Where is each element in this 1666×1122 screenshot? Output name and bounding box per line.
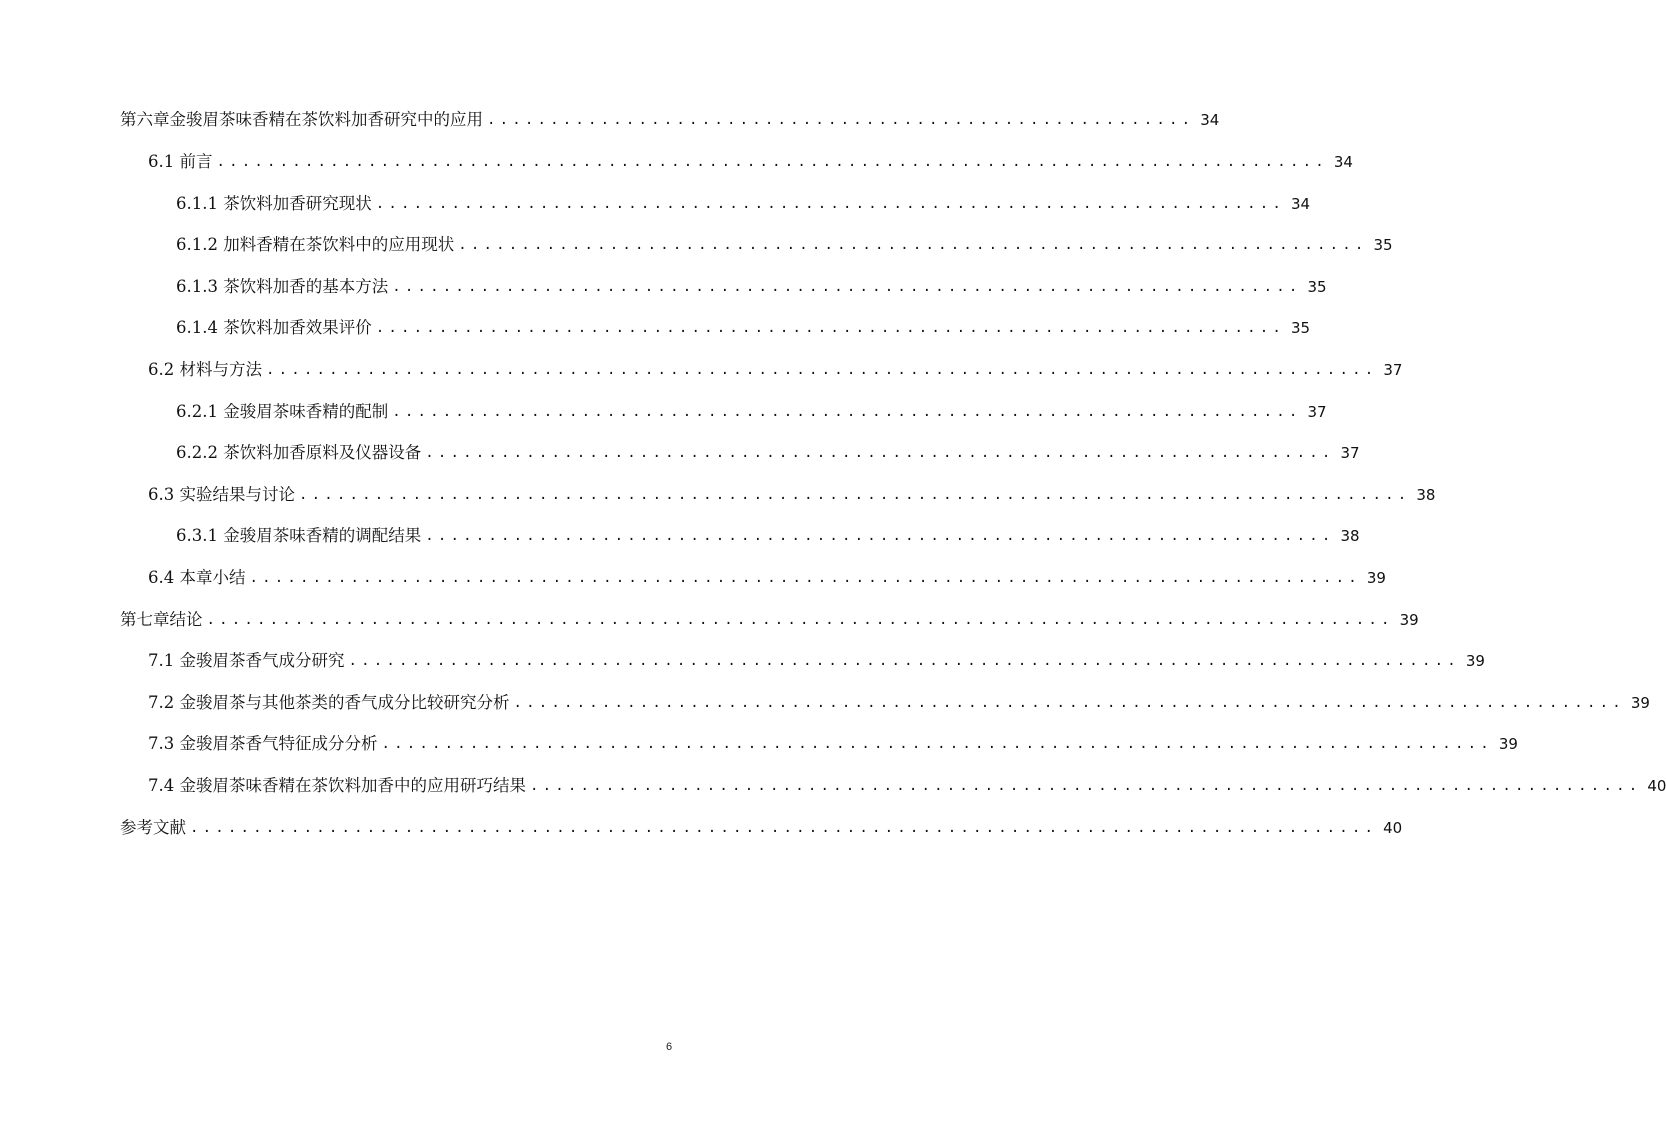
toc-entry-page: 37 bbox=[1340, 444, 1360, 462]
toc-entry[interactable] bbox=[148, 687, 1650, 713]
toc-entry[interactable] bbox=[120, 104, 1220, 130]
toc-dot-leader: ........................................................................ bbox=[375, 320, 1286, 336]
toc-dot-leader: .............................................................................................. bbox=[190, 820, 1378, 836]
toc-entry[interactable] bbox=[176, 229, 1393, 255]
toc-entry[interactable] bbox=[148, 146, 1353, 172]
toc-entry[interactable] bbox=[120, 604, 1419, 630]
toc-entry-title: 6.2 材料与方法 bbox=[148, 360, 262, 379]
toc-entry-title: 第六章金骏眉茶味香精在茶饮料加香研究中的应用 bbox=[120, 110, 483, 129]
toc-entry[interactable] bbox=[148, 728, 1518, 754]
toc-entry-title: 6.1.1 茶饮料加香研究现状 bbox=[176, 194, 372, 213]
toc-entry-title: 6.4 本章小结 bbox=[148, 568, 246, 587]
toc-entry-page: 38 bbox=[1416, 486, 1436, 504]
toc-entry[interactable] bbox=[176, 271, 1327, 297]
toc-entry[interactable] bbox=[176, 396, 1327, 422]
toc-entry[interactable] bbox=[148, 479, 1436, 505]
toc-entry-title: 参考文献 bbox=[120, 818, 186, 837]
toc-entry-title: 6.2.2 茶饮料加香原料及仪器设备 bbox=[176, 443, 422, 462]
toc-entry-title: 7.2 金骏眉茶与其他茶类的香气成分比较研究分析 bbox=[148, 693, 510, 712]
toc-dot-leader: ........................................................................ bbox=[392, 404, 1302, 420]
toc-entry-title: 第七章结论 bbox=[120, 610, 203, 629]
toc-dot-leader: ........................................................................................ bbox=[348, 653, 1460, 669]
toc-dot-leader: ........................................................................................ bbox=[299, 487, 1411, 503]
toc-dot-leader: ........................................................................................ bbox=[266, 362, 1378, 378]
toc-entry-title: 6.1.2 加料香精在茶饮料中的应用现状 bbox=[176, 235, 455, 254]
toc-dot-leader: ........................................................................................ bbox=[381, 736, 1493, 752]
toc-dot-leader: ........................................................................ bbox=[425, 445, 1335, 461]
toc-entry-page: 35 bbox=[1373, 236, 1393, 254]
toc-entry-page: 34 bbox=[1200, 111, 1220, 129]
toc-dot-leader: .............................................................................................. bbox=[206, 612, 1394, 628]
toc-entry-title: 7.3 金骏眉茶香气特征成分分析 bbox=[148, 734, 378, 753]
toc-entry[interactable] bbox=[148, 770, 1666, 796]
toc-dot-leader: ........................................................................ bbox=[425, 528, 1335, 544]
toc-dot-leader: ........................................................................ bbox=[375, 196, 1286, 212]
toc-entry-title: 6.1.3 茶饮料加香的基本方法 bbox=[176, 277, 389, 296]
toc-entry-title: 6.3.1 金骏眉茶味香精的调配结果 bbox=[176, 526, 422, 545]
toc-entry-page: 40 bbox=[1647, 777, 1666, 795]
toc-entry-page: 39 bbox=[1399, 611, 1419, 629]
toc-entry[interactable] bbox=[120, 812, 1403, 838]
toc-dot-leader: ........................................................................ bbox=[458, 237, 1368, 253]
toc-entry-title: 7.1 金骏眉茶香气成分研究 bbox=[148, 651, 345, 670]
toc-entry-page: 40 bbox=[1383, 819, 1403, 837]
toc-entry-title: 6.3 实验结果与讨论 bbox=[148, 485, 295, 504]
toc-dot-leader: ........................................................................ bbox=[392, 279, 1302, 295]
toc-entry-title: 6.2.1 金骏眉茶味香精的配制 bbox=[176, 402, 389, 421]
toc-dot-leader: ........................................................................................ bbox=[216, 154, 1328, 170]
toc-entry[interactable] bbox=[176, 188, 1311, 214]
toc-entry[interactable] bbox=[148, 562, 1386, 588]
toc-entry[interactable] bbox=[176, 437, 1360, 463]
toc-entry[interactable] bbox=[176, 312, 1311, 338]
toc-entry[interactable] bbox=[176, 520, 1360, 546]
toc-entry-page: 39 bbox=[1630, 694, 1650, 712]
toc-dot-leader: ........................................................ bbox=[487, 112, 1195, 128]
toc-entry[interactable] bbox=[148, 354, 1403, 380]
toc-entry[interactable] bbox=[148, 645, 1485, 671]
toc-entry-page: 37 bbox=[1307, 403, 1327, 421]
toc-entry-page: 35 bbox=[1291, 319, 1311, 337]
toc-entry-page: 35 bbox=[1307, 278, 1327, 296]
toc-dot-leader: ........................................................................................ bbox=[530, 778, 1642, 794]
page-number: 6 bbox=[665, 1041, 673, 1053]
toc-entry-page: 34 bbox=[1291, 195, 1311, 213]
toc-entry-page: 37 bbox=[1383, 361, 1403, 379]
toc-entry-page: 38 bbox=[1340, 527, 1360, 545]
toc-dot-leader: ........................................................................................ bbox=[249, 570, 1361, 586]
toc-entry-page: 34 bbox=[1333, 153, 1353, 171]
toc-entry-page: 39 bbox=[1366, 569, 1386, 587]
toc-entry-page: 39 bbox=[1465, 652, 1485, 670]
toc-entry-page: 39 bbox=[1498, 735, 1518, 753]
toc-dot-leader: ........................................................................................ bbox=[513, 695, 1625, 711]
toc-entry-title: 6.1 前言 bbox=[148, 152, 213, 171]
toc-entry-title: 7.4 金骏眉茶味香精在茶饮料加香中的应用研巧结果 bbox=[148, 776, 526, 795]
toc-entry-title: 6.1.4 茶饮料加香效果评价 bbox=[176, 318, 372, 337]
